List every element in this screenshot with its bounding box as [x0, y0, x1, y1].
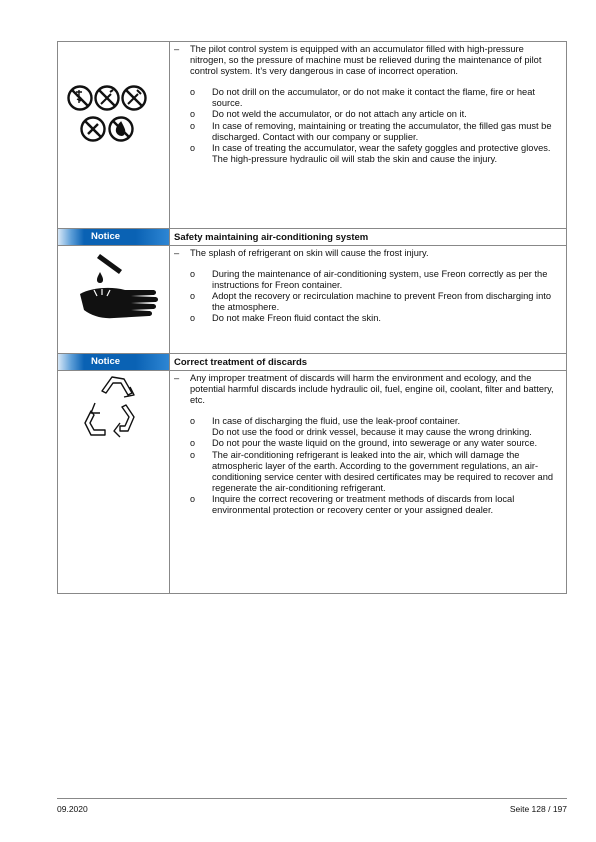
- corrosive-hand-icon: [58, 246, 170, 353]
- intro-text: Any improper treatment of discards will harm the environment and ecology, and the potential harmful discards include hydraulic oil, fuel, engine oil, coolant, filter and battery, etc.: [190, 373, 554, 406]
- page-number: Seite 128 / 197: [509, 804, 567, 814]
- bullet-marker: o: [190, 449, 196, 460]
- air-conditioning-text: [170, 246, 566, 353]
- accumulator-row: [58, 42, 566, 229]
- list-item: Do not drill on the accumulator, or do not make it contact the flame, fire or heat source.: [212, 87, 535, 109]
- bullet-marker: o: [190, 87, 196, 98]
- bullet-marker: o: [190, 291, 196, 302]
- bullet-marker: o: [190, 493, 196, 504]
- list-item: In case of discharging the fluid, use the leak-proof container. Do not use the food or drink vessel, because it may cause the wrong drinking.: [212, 416, 532, 438]
- corrosive-icon-cell: [58, 246, 170, 353]
- recycle-icon: [58, 371, 170, 593]
- safety-table: [57, 41, 567, 594]
- bullet-marker: o: [190, 269, 196, 280]
- prohibition-icons-cell: [58, 42, 170, 228]
- list-item: Inquire the correct recovering or treatment methods of discards from local environmental protection or recovery center or your assigned dealer.: [212, 493, 515, 516]
- list-item: Do not pour the waste liquid on the ground, into sewerage or any water source.: [212, 438, 538, 449]
- bullet-marker: o: [190, 416, 196, 427]
- intro-text: The splash of refrigerant on skin will cause the frost injury.: [190, 248, 429, 258]
- notice-header-row: [58, 354, 566, 371]
- list-item: In case of removing, maintaining or treating the accumulator, the filled gas must be discharged. Contact with our company or supplier.: [212, 120, 552, 142]
- bullet-marker: o: [190, 120, 196, 131]
- no-drilling-icon: [69, 87, 92, 110]
- discards-text: [170, 371, 566, 593]
- intro-text: The pilot control system is equipped with an accumulator filled with high-pressure nitrogen, so the pressure of machine must be relieved during the maintenance of pilot control system. It’s very dangerous in case of incorrect operation.: [190, 44, 542, 77]
- dash-marker: –: [174, 248, 180, 258]
- no-welding-icon: [96, 87, 119, 110]
- notice-header-row: [58, 229, 566, 246]
- bullet-marker: o: [190, 142, 196, 153]
- section-title: Safety maintaining air-conditioning system: [174, 232, 369, 243]
- prohibition-icons: [58, 42, 170, 228]
- discards-row: [58, 371, 566, 593]
- footer-date: 09.2020: [57, 804, 88, 814]
- list-item: In case of treating the accumulator, wear the safety goggles and protective gloves. The high-pressure hydraulic oil will stab the skin and cause the injury.: [212, 142, 551, 164]
- notice-label-cell: [58, 229, 170, 245]
- bullet-marker: o: [190, 438, 196, 449]
- notice-label: Notice: [91, 356, 121, 367]
- bullet-marker: o: [190, 313, 196, 324]
- air-conditioning-row: [58, 246, 566, 354]
- list-item: The air-conditioning refrigerant is leaked into the air, which will damage the atmospheric layer of the earth. According to the government regulations, an air-conditioning service center with desired certificates may be required to recover and regenerate the air-conditioning refrigerant.: [212, 449, 554, 493]
- no-fire-icon: [110, 118, 133, 141]
- list-item: During the maintenance of air-conditioning system, use Freon correctly as per the instructions for Freon container.: [212, 269, 548, 291]
- recycle-icon-cell: [58, 371, 170, 593]
- accumulator-text: [170, 42, 566, 228]
- list-item: Do not make Freon fluid contact the skin.: [212, 313, 381, 324]
- dash-marker: –: [174, 373, 180, 383]
- notice-label-cell: [58, 354, 170, 370]
- no-attach-icon: [123, 87, 146, 110]
- section-title: Correct treatment of discards: [174, 357, 308, 368]
- page-footer: [57, 798, 567, 814]
- bullet-marker: o: [190, 109, 196, 120]
- no-disassembly-icon: [82, 118, 105, 141]
- notice-label: Notice: [91, 231, 121, 242]
- list-item: Adopt the recovery or recirculation machine to prevent Freon from discharging into the atmosphere.: [212, 291, 551, 313]
- list-item: Do not weld the accumulator, or do not attach any article on it.: [212, 109, 467, 120]
- dash-marker: –: [174, 44, 180, 54]
